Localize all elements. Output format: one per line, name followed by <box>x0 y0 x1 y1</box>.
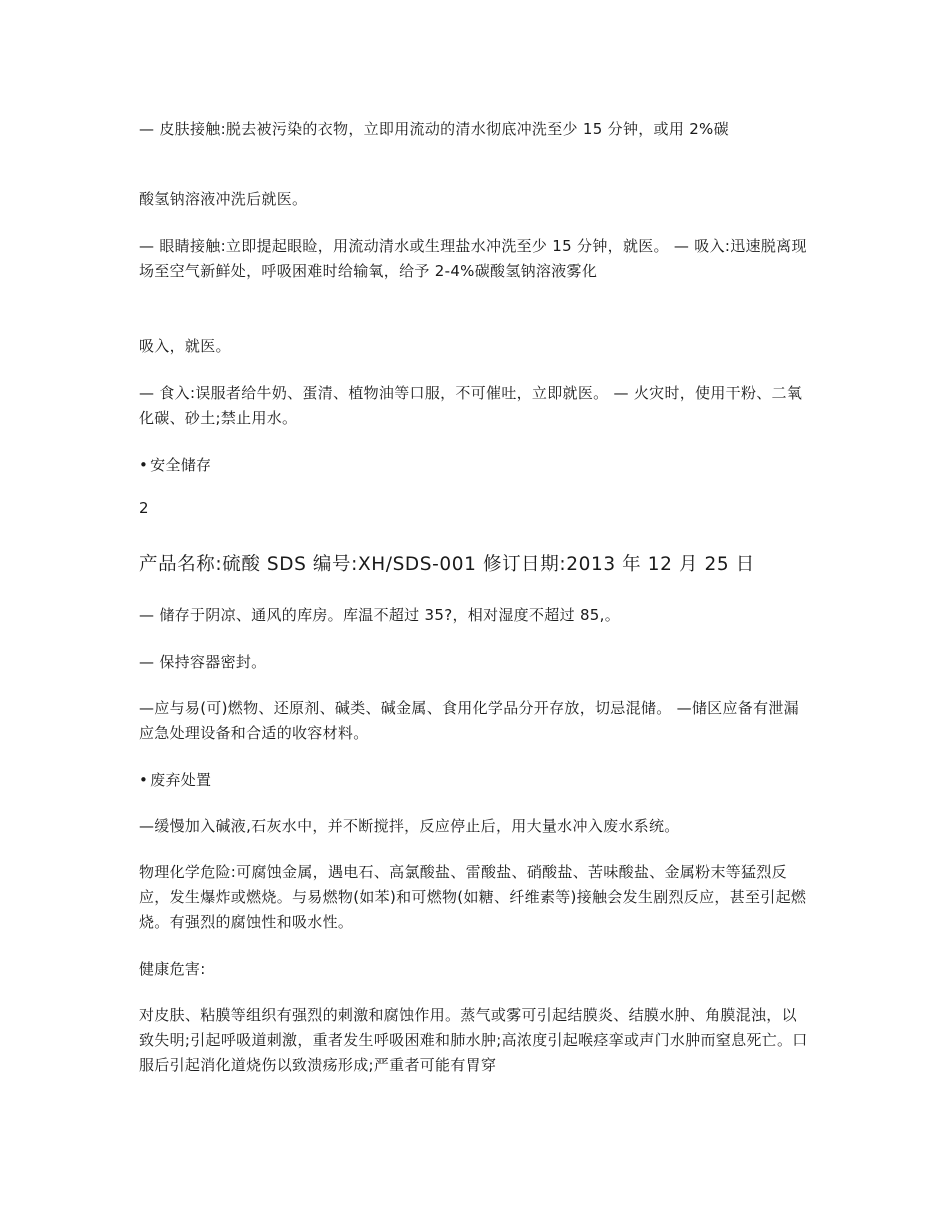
ingestion-fire-paragraph: — 食入:误服者给牛奶、蛋清、植物油等口服，不可催吐，立即就医。 — 火灾时，使用干粉、二氧化碳、砂土;禁止用水。 <box>139 384 803 427</box>
storage-item-2: — 保持容器密封。 <box>139 653 267 671</box>
bullet-glyph: • <box>139 771 149 789</box>
page-number: 2 <box>139 499 149 517</box>
health-hazard-paragraph: 对皮肤、粘膜等组织有强烈的刺激和腐蚀作用。蒸气或雾可引起结膜炎、结膜水肿、角膜混浊，以致失明;引起呼吸道刺激，重者发生呼吸困难和肺水肿;高浓度引起喉痉挛或声门水肿而窒息死亡。口服后引起消化道烧伤以致溃疡形成;严重者可能有胃穿 <box>139 1006 808 1074</box>
skin-contact-continuation: 酸氢钠溶液冲洗后就医。 <box>139 190 308 208</box>
inhalation-continuation: 吸入，就医。 <box>139 337 231 355</box>
storage-item-3: —应与易(可)燃物、还原剂、碱类、碱金属、食用化学品分开存放，切忌混储。 —储区应备有泄漏应急处理设备和合适的收容材料。 <box>139 699 799 742</box>
document-header: 产品名称:硫酸 SDS 编号:XH/SDS-001 修订日期:2013 年 12 月 25 日 <box>139 554 755 575</box>
storage-heading-text: 安全储存 <box>150 456 212 474</box>
disposal-item-1: —缓慢加入碱液,石灰水中，并不断搅拌，反应停止后，用大量水冲入废水系统。 <box>139 817 680 835</box>
disposal-heading-text: 废弃处置 <box>150 771 212 789</box>
health-hazard-heading: 健康危害: <box>139 960 206 978</box>
storage-section-heading <box>139 453 819 478</box>
disposal-section-heading <box>139 768 819 793</box>
storage-item-1: — 储存于阴凉、通风的库房。库温不超过 35?，相对湿度不超过 85,。 <box>139 606 621 624</box>
physical-chemical-hazard-paragraph: 物理化学危险:可腐蚀金属，遇电石、高氯酸盐、雷酸盐、硝酸盐、苦味酸盐、金属粉末等猛烈反应，发生爆炸或燃烧。与易燃物(如苯)和可燃物(如糖、纤维素等)接触会发生剧烈反应，甚至引起燃烧。有强烈的腐蚀性和吸水性。 <box>139 863 807 931</box>
bullet-glyph: • <box>139 456 149 474</box>
eye-inhalation-paragraph: — 眼睛接触:立即提起眼睑，用流动清水或生理盐水冲洗至少 15 分钟，就医。 — 吸入:迅速脱离现场至空气新鲜处，呼吸困难时给输氧，给予 2-4%碳酸氢钠溶液雾化 <box>139 237 807 280</box>
skin-contact-paragraph: — 皮肤接触:脱去被污染的衣物，立即用流动的清水彻底冲洗至少 15 分钟，或用 2%碳 <box>139 120 729 138</box>
